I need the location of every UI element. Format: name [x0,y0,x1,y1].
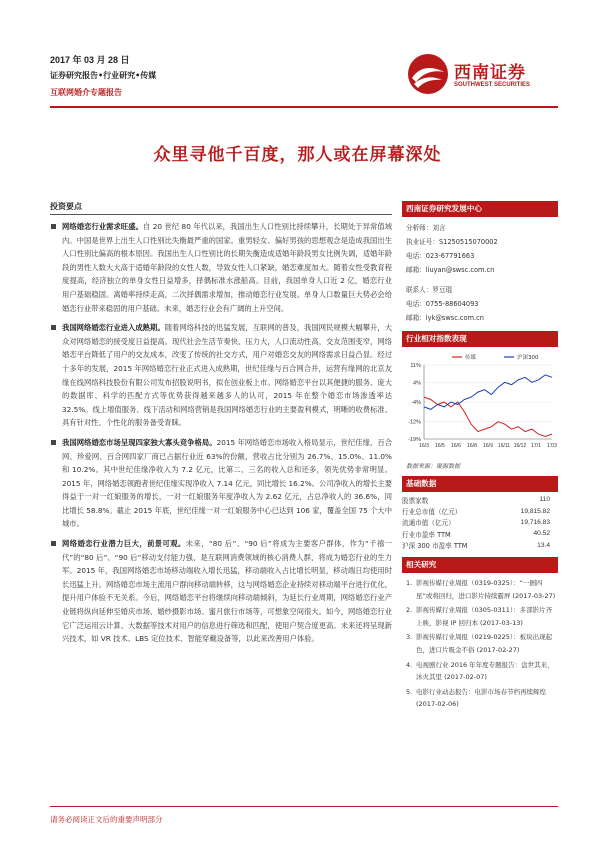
report-type: 证券研究报告•行业研究•传媒 [50,71,157,80]
y-tick-label: -12% [408,419,421,426]
footer-rule [50,806,558,807]
x-tick-label: 16/6 [451,443,461,449]
legend-label: 沪深300 [517,355,539,361]
research-center-header: 西南证券研究发展中心 [402,201,558,217]
invest-heading: 投资要点 [50,202,82,211]
paragraph-text: 未来，“80 后”、“90 后”将成为主要客户群体，作为“千禧一代”的“80 后”、“90 后”移动支付能力强，是互联网消费领域的核心消费人群，将成为婚恋行业的生力军。2015 年，我国网络婚恋市场移动端收入增长迅猛，移动端收入占比增长明显，移动端日均使用时长迅猛上升。网络婚恋市场主流用户群向移动端转移，这与网络婚恋企业持续对移动端平台进行优化，提升用户体验不无关系。今后，网络婚恋平台将继续向移动端倾斜，为延长行业周期，网络婚恋行业产业链将纵向延伸至婚庆市场、婚纱摄影市场、蜜月旅行市场等，可想象空间很大。如今，网络婚恋行业它广泛运用云计算、大数据等技术对用户的信息进行筛选和匹配，使用户契合度更高。未来还将呈现新兴技术，如 VR 技术、LBS 定位技术、智能穿戴设备等，以此来改善用户体验。 [62,539,393,644]
chart-source: 数据来源：聚源数据 [406,463,461,470]
paragraph-lead: 网络婚恋行业需求旺盛。 [62,222,144,231]
x-tick-label: 17/1 [531,443,541,449]
analyst-name: 分析师：刘言 [406,224,446,232]
row-value: 19,815.82 [520,507,550,515]
row-label: 行业总市值（亿元） [402,508,462,517]
related-item[interactable]: 5. 电影行业动态报告：电影市场春节档再续辉煌 (2017-02-06) [406,687,546,709]
paragraph-text: 随着网络科技的迅猛发展，互联网的普及，我国网民规模大幅攀升，大众对网络婚恋的接受度日益提高。现代社会生活节奏快、压力大，人口流动性高，交友范围变窄，网络婚恋平台降低了用户的交友成本，改变了传统的社交方式，用户对婚恋交友的网络需求日益凸显。经过十多年的发展，2015 年网络婚恋行业正式进入成熟期，世纪佳缘与百合网合并，运营有缘网的北京友缘在线网络科技股份有限公司发布招股说明书，拟在创业板上市。网络婚恋平台以其便捷的服务、庞大的数据库、科学的匹配方式等优势获得越来越多人的认可，2015 年在整个婚恋市场渗透率达 32.5%。线上增值服务、线下活动和网络营销是我国网络婚恋行业的主要盈利模式，明晰的收费标准、具有针对性、个性化的服务备受青睐。 [62,323,393,428]
table-row [402,505,558,516]
row-value: 19,716.83 [520,518,550,526]
related-research-list [402,573,558,711]
analyst-email[interactable]: 邮箱：liuyan@swsc.com.cn [406,266,495,274]
chart-header: 行业相对指数表现 [402,331,558,347]
logo-text-en: SOUTHWEST SECURITIES [454,82,531,88]
x-tick-label: 16/12 [513,443,527,449]
row-label: 行业市盈率 TTM [402,530,451,539]
basic-data-header: 基础数据 [402,476,558,492]
row-value: 13.4 [537,541,550,549]
analyst-phone: 电话：023-67791663 [406,252,475,260]
table-row [402,517,558,528]
invest-paragraph [50,537,392,646]
basic-data-table [402,494,558,551]
related-item[interactable]: 3. 影视传媒行业周报（0219-0225）：板块出现起色，进口片吸金不俗 (2017-02-27) [406,633,553,654]
paragraph-text: 2015 年网络婚恋市场收入格局显示，世纪佳缘、百合网、珍爱网、百合网四家厂商已占据行业近 63%的份额，营收占比分别为 26.7%、15.0%、11.0%和 10.2%。其中世纪佳缘净收入为 7.2 亿元，比第二、三名的收入总和还多，领先优势非常明显。2015 年，网络婚恋领跑者世纪佳缘实现净收入 7.14 亿元，同比增长 16.2%。公司净收入的增长主要得益于一对一红娘服务的增长，一对一红娘服务年度净收入为 2.62 亿元，占总净收入的 36.6%，同比增长 58.8%。截止 2015 年底，世纪佳缘一对一红娘服务中心已达到 106 家，覆盖全国 75 个大中城市。 [62,437,393,529]
x-tick-label: 16/5 [435,443,445,449]
chart-svg [402,351,558,459]
y-tick-label: 11% [410,363,421,369]
y-tick-label: 4% [413,380,421,387]
series-line [424,397,552,436]
company-logo [406,52,556,96]
invest-rule [50,214,392,215]
invest-paragraph [50,321,392,430]
paragraph-lead: 我国网络婚恋市场呈现四家独大寡头竞争格局。 [62,437,217,447]
contact-name: 联系人：罗豆琨 [406,286,453,294]
paragraph-lead: 我国网络婚恋行业进入成熟期。 [62,323,165,333]
y-tick-label: -4% [411,400,421,406]
analyst-license: 执业证号：S1250515070002 [406,238,498,246]
contact-phone: 电话：0755-88604093 [406,300,479,308]
analyst-info [402,217,558,325]
page-title: 众里寻他千百度，那人或在屏幕深处 [153,145,442,165]
footer-disclaimer: 请务必阅读正文后的重要声明部分 [50,815,163,824]
report-topic: 互联网婚介专题报告 [50,88,122,97]
contact-email[interactable]: 邮箱：lyk@swsc.com.cn [406,314,484,322]
table-row [402,494,558,505]
row-label: 沪深 300 市盈率 TTM [402,542,468,551]
related-item[interactable]: 4. 电视剧行业 2016 年年度专题报告：盘世其来，沐火其里 (2017-02-07) [406,660,554,682]
invest-body [50,220,392,652]
x-tick-label: 17/3 [547,443,557,449]
related-item[interactable]: 2. 影视传媒行业周报（0305-0311）：多部影片齐上映，影视 IP 回归本 (2017-03-13) [406,606,553,627]
logo-text-cn: 西南证券 [454,63,526,83]
table-row [402,540,558,551]
table-row [402,528,558,539]
report-date: 2017 年 03 月 28 日 [50,55,130,65]
related-research-header: 相关研究 [402,557,558,573]
row-label: 股票家数 [402,496,429,505]
row-value: 110 [539,496,550,504]
paragraph-lead: 网络婚恋行业潜力巨大，前景可观。 [62,539,186,549]
x-tick-label: 16/9 [483,443,493,449]
header-rule [50,106,558,108]
row-value: 40.52 [533,530,550,538]
x-tick-label: 16/3 [419,443,429,449]
relative-index-chart [402,351,558,470]
sidebar [402,201,558,713]
logo-mark-icon [406,52,450,96]
invest-paragraph [50,436,392,531]
row-label: 流通市值（亿元） [402,519,455,528]
x-tick-label: 16/8 [467,443,477,449]
legend-label: 传媒 [465,355,477,361]
y-tick-label: -19% [408,437,421,443]
x-tick-label: 16/11 [497,443,511,449]
paragraph-text: 自 20 世纪 80 年代以来，我国出生人口性别比持续攀升，长期处于异常值域内。中国是世界上出生人口性别比失衡最严重的国家。重男轻女、偏好男孩的思想观念是造成我国出生人口性别比偏高的根本原因。我国出生人口性别比的长期失衡造成适婚年龄段男女比例失调，适婚年龄段的男性人数大大高于适婚年龄段的女性人数，导致女性人口紧缺，婚恋难度加大。随着女性受教育程度提高，经济独立的单身女性日益增多，择偶标准水涨船高。目前，我国单身人口近 2 亿，婚恋行业用户基础稳固。离婚率持续走高，二次择偶需求增加，推动婚恋行业发展。单身人口数量巨大势必会给婚恋行业带来稳固的用户基础。未来，婚恋行业会有广阔的上升空间。 [62,222,392,313]
invest-paragraph [50,220,392,315]
series-line [424,375,552,410]
related-item[interactable]: 1. 影视传媒行业周报（0319-0325）：“一剧四星”或将回归，进口影片持续霸屏 (2017-03-27) [406,578,556,600]
